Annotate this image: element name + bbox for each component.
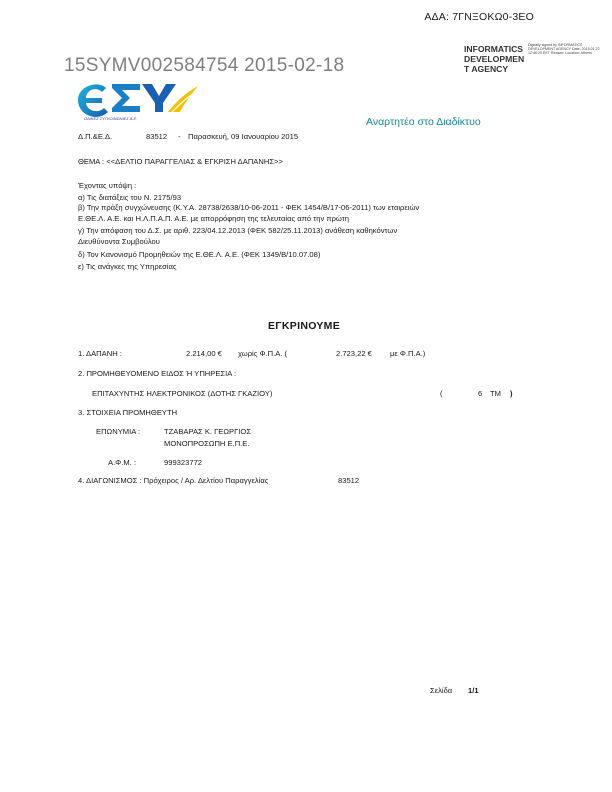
cost-gross-value: 2.723,22 € [336, 349, 372, 358]
signature-line: T AGENCY [464, 64, 509, 74]
cost-label: 1. ΔΑΠΑΝΗ : [78, 349, 122, 358]
tender-label: 4. ΔΙΑΓΩΝΙΣΜΟΣ : Πρόχειρος / Αρ. Δελτίου Παραγγελίας [78, 476, 269, 485]
page-label: Σελίδα [430, 686, 453, 695]
consideration-item: ε) Τις ανάγκες της Υπηρεσίας [78, 262, 177, 271]
item-label: 2. ΠΡΟΜΗΘΕΥΟΜΕΝΟ ΕΙΔΟΣ Ή ΥΠΗΡΕΣΙΑ : [78, 369, 237, 378]
quantity-open: ( [440, 389, 443, 398]
supplier-name-label: ΕΠΩΝΥΜΙΑ : [96, 427, 141, 436]
consideration-item: Ε.ΘΕ.Λ. Α.Ε. και Η.Λ.Π.Α.Π. Α.Ε. με απορρόφηση της τελευταίας από την πρώτη [78, 214, 349, 223]
signature-line: INFORMATICS [464, 44, 524, 54]
supplier-name-line1: ΤΖΑΒΑΡΑΣ Κ. ΓΕΩΡΓΙΟΣ [164, 427, 252, 436]
document-date: Παρασκευή, 09 Ιανουαρίου 2015 [188, 132, 299, 141]
item-name: ΕΠΙΤΑΧΥΝΤΗΣ ΗΛΕΚΤΡΟΝΙΚΟΣ (ΔΟΤΗΣ ΓΚΑΖΙΟΥ) [92, 389, 273, 398]
digital-signature-label [464, 44, 534, 74]
page-number: 1/1 [468, 686, 479, 695]
consideration-item: α) Τις διατάξεις του Ν. 2175/93 [78, 193, 182, 202]
consideration-item: δ) Τον Κανονισμό Προμηθειών της Ε.ΘΕ.Λ. Α.Ε. (ΦΕΚ 1349/Β/10.07.08) [78, 250, 321, 259]
ada-code: ΑΔΑ: 7ΓΝΞΟΚΩ0-3ΕΟ [424, 11, 534, 23]
quantity-close: ) [510, 389, 513, 398]
cost-gross-note: με Φ.Π.Α.) [390, 349, 426, 358]
subject-line: ΘΕΜΑ : <<ΔΕΛΤΙΟ ΠΑΡΑΓΓΕΛΙΑΣ & ΕΓΚΡΙΣΗ ΔΑΠΑΝΗΣ>> [78, 157, 283, 166]
logo-caption: ΟΔΙΚΕΣ ΣΥΓΚΟΙΝΩΝΙΕΣ Α.Ε. [84, 116, 138, 121]
ref-separator: - [178, 132, 181, 141]
digital-signature-details: Digitally signed by INFORMATICS DEVELOPMENT AGENCY Date: 2015.01.22 12:46:20 EET Reason: Location: Athens [528, 43, 600, 56]
considering-heading: Έχοντας υπόψη : [78, 181, 137, 190]
consideration-item: γ) Την απόφαση του Δ.Σ. με αριθ. 223/04.12.2013 (ΦΕΚ 582/25.11.2013) ανάθεση καθηκόντων [78, 226, 398, 235]
posted-online-label: Αναρτητέο στο Διαδίκτυο [366, 116, 481, 128]
cost-net-value: 2.214,00 € [186, 349, 222, 358]
quantity-value: 6 [478, 389, 483, 398]
protocol-watermark: 15SYMV002584754 2015-02-18 [64, 55, 345, 76]
signature-line: DEVELOPMEN [464, 54, 525, 64]
supplier-name-line2: ΜΟΝΟΠΡΟΣΩΠΗ Ε.Π.Ε. [164, 439, 250, 448]
approve-heading: ΕΓΚΡΙΝΟΥΜΕ [268, 320, 341, 332]
quantity-unit: ΤΜ [490, 389, 501, 398]
ref-label: Δ.Π.&Ε.Δ. [78, 132, 113, 141]
cost-net-note: χωρίς Φ.Π.Α. ( [238, 349, 288, 358]
consideration-item: Διευθύνοντα Συμβούλου [78, 237, 160, 246]
afm-label: Α.Φ.Μ. : [108, 458, 136, 467]
ref-number: 83512 [146, 132, 168, 141]
tender-number: 83512 [338, 476, 360, 485]
consideration-item: β) Την πράξη συγχώνευσης (Κ.Υ.Α. 28738/2638/10-06-2011 - ΦΕΚ 1454/Β/17-06-2011) των εταιρειών [78, 203, 420, 212]
supplier-label: 3. ΣΤΟΙΧΕΙΑ ΠΡΟΜΗΘΕΥΤΗ [78, 408, 178, 417]
afm-value: 999323772 [164, 458, 203, 467]
